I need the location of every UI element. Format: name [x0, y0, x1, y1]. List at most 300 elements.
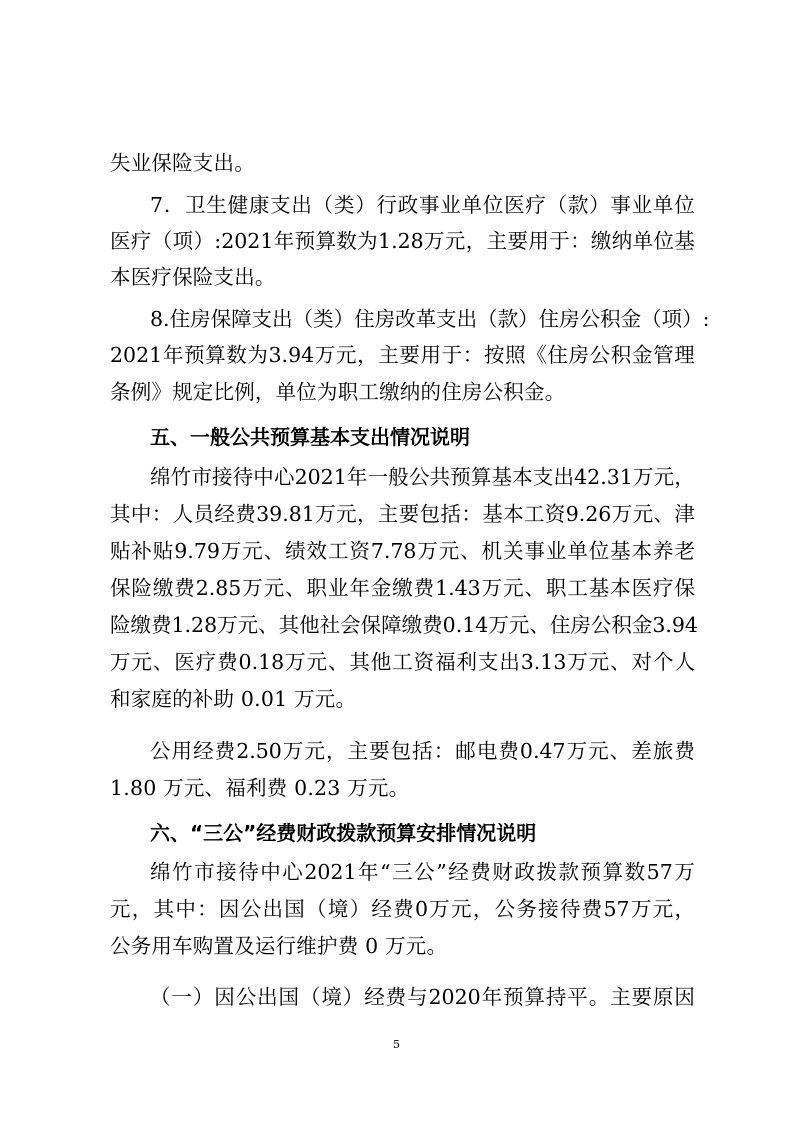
text-glyph: 工 [523, 502, 545, 526]
text-glyph: 事 [419, 193, 440, 217]
text-glyph: 年 [346, 465, 368, 489]
text-glyph: （ [641, 307, 662, 331]
text-glyph: 元 [131, 650, 152, 674]
text-glyph: 工 [392, 650, 413, 674]
text-glyph: 元 [508, 613, 530, 637]
text-line [110, 892, 695, 926]
text-glyph: ， [356, 502, 378, 526]
text-glyph: （ [312, 193, 334, 217]
text-glyph: 行 [376, 193, 397, 217]
text-glyph: 资 [349, 539, 370, 563]
text-glyph: 人 [172, 502, 194, 526]
text-glyph: 社 [319, 613, 341, 637]
text-glyph: 费 [413, 576, 435, 600]
text-glyph: 员 [193, 502, 214, 526]
text-glyph: 资 [544, 502, 566, 526]
text-glyph: 要 [507, 229, 528, 253]
text-glyph: 、 [285, 576, 306, 600]
text-line [150, 734, 695, 768]
text-glyph: 工 [567, 576, 588, 600]
text-glyph: 疗 [525, 193, 546, 217]
text-glyph: 关 [503, 539, 524, 563]
text-glyph: 疗 [130, 229, 152, 253]
text-glyph: 事 [524, 539, 545, 563]
text-glyph: 元 [304, 739, 325, 763]
text-glyph: 会 [340, 613, 361, 637]
text-glyph: 缴 [152, 576, 174, 600]
text-glyph: 公 [414, 860, 435, 884]
text-glyph: 万 [424, 229, 445, 253]
text-glyph: （ [151, 229, 173, 253]
text-glyph: ： [433, 739, 455, 763]
text-glyph: 因 [218, 897, 240, 921]
text-glyph: 数 [226, 343, 247, 367]
text-glyph: 房 [559, 307, 580, 331]
text-glyph: 积 [611, 613, 632, 637]
text-glyph: 补 [131, 539, 152, 563]
text-glyph: 7.78 [370, 539, 417, 563]
text-glyph: ： [461, 502, 482, 526]
text-glyph: 金 [370, 576, 392, 600]
text-glyph: 基 [674, 229, 695, 253]
text-glyph: 基 [610, 539, 631, 563]
text-glyph: 0.47 [519, 739, 566, 763]
text-glyph: 养 [653, 539, 674, 563]
text-glyph: 元 [263, 576, 285, 600]
text-glyph: 费 [385, 985, 407, 1009]
text-glyph: 费 [393, 897, 414, 921]
text-glyph: 积 [610, 343, 632, 367]
text-glyph: ） [192, 985, 214, 1009]
text-glyph: 福 [435, 650, 456, 674]
text-glyph: 3.94 [268, 343, 315, 367]
text-glyph: 其 [278, 613, 300, 637]
text-glyph: 金 [631, 343, 653, 367]
text-glyph: 元 [335, 343, 357, 367]
text-glyph: 万 [282, 739, 304, 763]
text-glyph: 9.79 [174, 539, 220, 563]
text-glyph: 按 [483, 343, 505, 367]
text-glyph: 57 [603, 897, 630, 921]
text-glyph: 年 [273, 229, 295, 253]
text-glyph: 共 [429, 465, 451, 489]
text-glyph: 持 [545, 985, 567, 1009]
text-glyph: 因 [674, 985, 695, 1009]
text-glyph: 、 [609, 739, 631, 763]
text-glyph: 要 [369, 739, 390, 763]
text-glyph: 本 [631, 539, 653, 563]
text-glyph: 万 [488, 613, 509, 637]
text-glyph: 算 [205, 343, 226, 367]
text-glyph: 0.14 [442, 613, 489, 637]
text-glyph: 其 [349, 650, 370, 674]
text-glyph: 万 [110, 650, 131, 674]
text-glyph: 业 [327, 576, 349, 600]
text-glyph: :2021 [214, 229, 274, 253]
text-glyph: 绩 [285, 539, 306, 563]
text-glyph: 经 [364, 985, 385, 1009]
text-glyph: 纳 [611, 229, 633, 253]
text-glyph: 房 [190, 307, 211, 331]
text-glyph: 康 [248, 193, 270, 217]
text-glyph: 9.26 [565, 502, 612, 526]
text-glyph: 元 [632, 502, 654, 526]
text-line [110, 224, 695, 258]
text-glyph: 万 [429, 897, 450, 921]
text-glyph: ） [355, 193, 376, 217]
text-glyph: 国 [278, 985, 300, 1009]
text-line [150, 980, 695, 1014]
text-glyph: 公 [494, 897, 516, 921]
text-glyph: 万 [567, 650, 588, 674]
text-glyph: 预 [503, 985, 524, 1009]
text-glyph: 管 [653, 343, 674, 367]
text-glyph: 万 [417, 539, 438, 563]
text-glyph: 金 [631, 613, 653, 637]
text-glyph: 万 [632, 465, 654, 489]
text-glyph: 机 [481, 539, 503, 563]
text-glyph: 年 [481, 985, 503, 1009]
text-glyph: 费 [214, 739, 236, 763]
text-glyph: 元 [237, 613, 259, 637]
text-glyph: 万 [285, 650, 306, 674]
text-glyph: ） [518, 307, 539, 331]
text-glyph: 住 [169, 307, 191, 331]
text-glyph: 般 [388, 465, 409, 489]
text-glyph: （ [546, 193, 568, 217]
text-glyph: 邮 [455, 739, 476, 763]
text-glyph: 出 [272, 307, 293, 331]
section-heading: 六、“三公”经费财政拨款预算安排情况说明 [150, 821, 537, 845]
text-glyph: ” [436, 860, 447, 884]
text-glyph: 利 [456, 650, 477, 674]
text-glyph: 理 [674, 343, 695, 367]
text-line [110, 645, 695, 679]
text-glyph: 住 [549, 613, 571, 637]
text-glyph: （ [150, 985, 171, 1009]
text-glyph: 位 [588, 539, 610, 563]
text-glyph: 单 [632, 229, 654, 253]
text-glyph: 绵 [150, 860, 171, 884]
text-glyph: 公 [240, 897, 262, 921]
text-glyph: 出 [257, 985, 278, 1009]
text-glyph: 主 [610, 985, 631, 1009]
text-glyph: 基 [588, 576, 610, 600]
text-glyph: 医 [504, 193, 525, 217]
text-glyph: 元 [110, 897, 131, 921]
text-glyph: “ [380, 860, 391, 884]
text-glyph: 位 [482, 193, 504, 217]
text-glyph: 缴 [392, 576, 413, 600]
text-glyph: ） [193, 229, 214, 253]
text-glyph: 包 [390, 739, 412, 763]
text-glyph: 财 [492, 860, 513, 884]
text-glyph: ： [570, 229, 591, 253]
text-glyph: 括 [440, 502, 461, 526]
text-glyph: 用 [528, 229, 549, 253]
text-glyph: 费 [217, 650, 238, 674]
text-glyph: 照 [505, 343, 526, 367]
text-glyph: 接 [538, 897, 559, 921]
text-glyph: 住 [538, 307, 560, 331]
text-glyph: （ [477, 307, 498, 331]
text-line: 失业保险支出。 [110, 151, 255, 175]
text-glyph: 改 [395, 307, 416, 331]
text-glyph: 万 [630, 897, 652, 921]
text-glyph: 房 [374, 307, 396, 331]
text-glyph: 3.94 [652, 613, 698, 637]
text-glyph: 贴 [152, 539, 174, 563]
text-glyph: 2021 [110, 343, 163, 367]
text-glyph: 万 [220, 539, 242, 563]
text-glyph: 算 [602, 860, 624, 884]
text-glyph: 津 [674, 502, 695, 526]
text-glyph: 险 [110, 613, 131, 637]
text-glyph: 健 [227, 193, 249, 217]
text-glyph: 元 [653, 465, 675, 489]
text-glyph: ： [197, 897, 218, 921]
text-glyph: 其 [153, 897, 175, 921]
text-glyph: 经 [193, 739, 214, 763]
text-glyph: 本 [610, 576, 631, 600]
text-glyph: 绵 [150, 465, 171, 489]
text-glyph: 元 [652, 897, 674, 921]
text-glyph: ） [333, 307, 355, 331]
text-glyph: 元 [451, 897, 472, 921]
text-glyph: 与 [407, 985, 428, 1009]
text-glyph: 元 [306, 650, 328, 674]
text-glyph: ， [465, 229, 487, 253]
text-glyph: 金 [620, 307, 642, 331]
text-glyph: 支 [436, 307, 457, 331]
text-glyph: 经 [214, 502, 235, 526]
text-glyph: ， [472, 897, 494, 921]
text-glyph: 人 [674, 650, 695, 674]
text-glyph: 元 [503, 576, 524, 600]
text-glyph: 款 [567, 193, 589, 217]
text-glyph: ． [163, 193, 185, 217]
text-glyph: 中 [253, 465, 274, 489]
text-glyph: （ [292, 307, 314, 331]
text-glyph: 。 [588, 985, 610, 1009]
text-glyph: 接 [211, 465, 233, 489]
text-glyph: 工 [327, 539, 349, 563]
text-glyph: 本 [503, 502, 524, 526]
text-glyph: 积 [600, 307, 621, 331]
text-glyph: 算 [524, 985, 545, 1009]
text-glyph: 出 [456, 307, 478, 331]
text-glyph: 基 [491, 465, 513, 489]
page-number: 5 [393, 1038, 400, 1051]
text-glyph: 出 [291, 193, 312, 217]
text-glyph: 疗 [195, 650, 217, 674]
text-glyph: 保 [360, 613, 382, 637]
text-glyph: 政 [397, 193, 419, 217]
text-glyph: 公 [590, 613, 612, 637]
text-glyph: 包 [419, 502, 441, 526]
text-glyph: 待 [238, 860, 259, 884]
text-glyph: 职 [545, 576, 567, 600]
text-glyph: 项 [172, 229, 194, 253]
text-glyph: 保 [110, 576, 131, 600]
text-glyph: 住 [547, 343, 568, 367]
text-glyph: ） [342, 985, 364, 1009]
text-glyph: 一 [171, 985, 192, 1009]
text-glyph: 位 [653, 229, 674, 253]
text-glyph: ） [682, 307, 703, 331]
text-glyph: 费 [498, 739, 519, 763]
text-glyph: 括 [412, 739, 433, 763]
text-glyph: 老 [674, 539, 695, 563]
text-glyph: 2020 [428, 985, 481, 1009]
text-glyph: 三 [392, 860, 413, 884]
text-glyph: ， [357, 343, 378, 367]
text-glyph: 境 [327, 897, 349, 921]
text-line: 公务用车购置及运行维护费 0 万元。 [110, 934, 448, 958]
text-glyph: 要 [398, 502, 420, 526]
text-glyph: 2.50 [236, 739, 282, 763]
text-glyph: 支 [477, 650, 499, 674]
text-glyph: 国 [284, 897, 305, 921]
text-glyph: 保 [210, 307, 232, 331]
text-glyph: 经 [371, 897, 392, 921]
text-glyph: 业 [440, 193, 461, 217]
text-glyph: 39.81 [256, 502, 315, 526]
text-glyph: 业 [545, 539, 567, 563]
text-line: 和家庭的补助 0.01 万元。 [110, 687, 357, 711]
text-glyph: 卫 [185, 193, 206, 217]
text-line: 条例》规定比例，单位为职工缴纳的住房公积金。 [110, 380, 566, 404]
text-glyph: 预 [580, 860, 602, 884]
text-glyph: 42.31 [574, 465, 633, 489]
text-glyph: 出 [499, 650, 520, 674]
text-glyph: ） [589, 193, 610, 217]
text-glyph: 预 [294, 229, 316, 253]
text-glyph: 、 [460, 539, 481, 563]
text-line [110, 534, 695, 568]
text-glyph: 1.28 [378, 229, 424, 253]
text-glyph: 万 [314, 343, 336, 367]
text-glyph: 单 [461, 193, 483, 217]
text-glyph: 政 [514, 860, 535, 884]
text-glyph: 万 [611, 502, 633, 526]
text-glyph: 年 [162, 343, 184, 367]
text-glyph: 接 [216, 860, 237, 884]
text-glyph: 电 [476, 739, 498, 763]
text-glyph: 主 [486, 229, 508, 253]
text-glyph: 类 [313, 307, 334, 331]
text-glyph: 心 [282, 860, 303, 884]
text-glyph: 、 [152, 650, 174, 674]
text-glyph: 中 [175, 897, 196, 921]
text-glyph: 公 [408, 465, 430, 489]
text-glyph: ） [349, 897, 371, 921]
text-glyph: 款 [558, 860, 579, 884]
text-glyph: 0 [414, 897, 428, 921]
text-glyph: 预 [450, 465, 471, 489]
text-line [150, 460, 695, 494]
text-glyph: 一 [367, 465, 389, 489]
text-glyph: 主 [378, 343, 399, 367]
text-glyph: 缴 [130, 613, 151, 637]
text-glyph: 年 [349, 576, 370, 600]
text-glyph: 务 [516, 897, 537, 921]
text-glyph: 要 [631, 985, 653, 1009]
text-glyph: 于 [549, 229, 570, 253]
text-glyph: 费 [581, 897, 603, 921]
text-glyph: 、 [263, 539, 285, 563]
text-line [110, 497, 695, 531]
text-glyph: 生 [206, 193, 227, 217]
text-glyph: 费 [470, 860, 491, 884]
text-glyph: 《 [526, 343, 547, 367]
text-glyph: 房 [570, 613, 591, 637]
text-glyph: 障 [381, 613, 402, 637]
text-glyph: 支 [532, 465, 554, 489]
text-glyph: 基 [482, 502, 503, 526]
text-glyph: 费 [422, 613, 443, 637]
text-glyph: 竹 [172, 860, 193, 884]
text-glyph: 出 [262, 897, 283, 921]
text-glyph: 元 [588, 650, 610, 674]
text-glyph: ， [674, 465, 695, 489]
text-line: 本医疗保险支出。 [110, 265, 276, 289]
text-glyph: 公 [150, 739, 171, 763]
section-heading: 五、一般公共预算基本支出情况说明 [150, 425, 470, 449]
text-glyph: 个 [653, 650, 674, 674]
text-glyph: 项 [661, 307, 683, 331]
text-glyph: 为 [247, 343, 268, 367]
text-glyph: 心 [273, 465, 295, 489]
text-glyph: （ [306, 897, 327, 921]
text-glyph: 市 [191, 465, 212, 489]
text-glyph: 公 [579, 307, 601, 331]
text-glyph: 医 [631, 576, 653, 600]
text-glyph: 数 [336, 229, 357, 253]
text-glyph: 住 [354, 307, 375, 331]
text-glyph: 他 [299, 613, 320, 637]
text-glyph: 2021 [304, 860, 357, 884]
text-glyph: : [702, 307, 710, 331]
text-glyph: 保 [674, 576, 695, 600]
text-glyph: 因 [214, 985, 235, 1009]
text-glyph: 资 [413, 650, 435, 674]
text-glyph: 公 [235, 985, 257, 1009]
text-glyph: 费 [174, 576, 195, 600]
text-glyph: 效 [306, 539, 328, 563]
text-glyph: 元 [336, 502, 357, 526]
text-glyph: 、 [653, 502, 674, 526]
text-glyph: 元 [444, 229, 466, 253]
text-glyph: 医 [110, 229, 131, 253]
text-glyph: 57 [646, 860, 673, 884]
text-glyph: 万 [242, 576, 263, 600]
text-glyph: 1.28 [171, 613, 218, 637]
text-glyph: 预 [183, 343, 205, 367]
text-glyph: 8. [150, 307, 170, 331]
text-glyph: 0.18 [238, 650, 285, 674]
text-glyph: 待 [559, 897, 581, 921]
text-glyph: 主 [377, 502, 399, 526]
text-glyph: 费 [151, 613, 172, 637]
text-glyph: 、 [327, 650, 349, 674]
text-glyph: ， [674, 897, 695, 921]
text-glyph: 1.43 [435, 576, 481, 600]
text-glyph: 万 [217, 613, 238, 637]
text-glyph: 险 [131, 576, 152, 600]
text-glyph: 竹 [170, 465, 192, 489]
text-glyph: ， [131, 897, 153, 921]
